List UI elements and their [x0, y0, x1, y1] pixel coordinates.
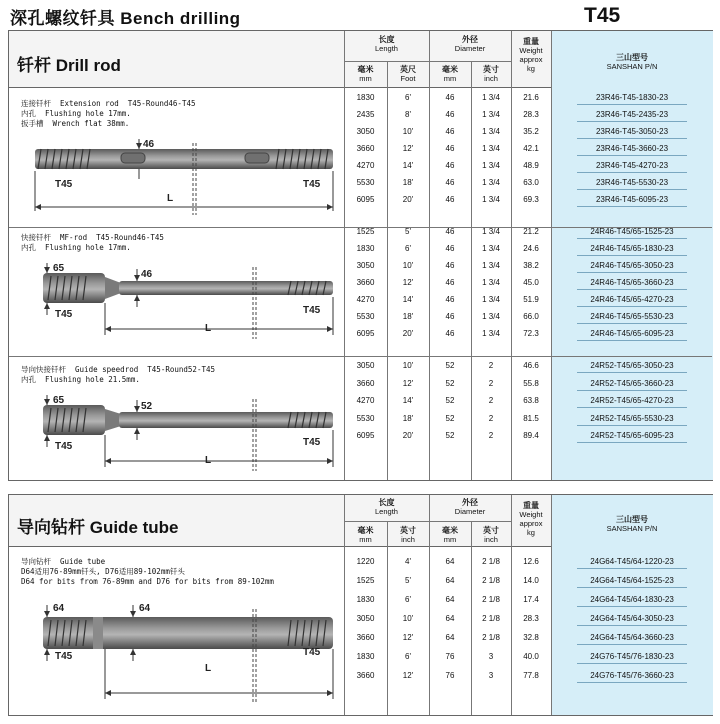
- length-label: L: [205, 663, 212, 674]
- table-cell-dmm: 46: [445, 110, 455, 119]
- table-cell-kg: 42.1: [523, 144, 539, 153]
- table-cell-mm: 1525: [356, 576, 375, 585]
- table-cell-mm: 3050: [356, 127, 375, 136]
- part-number: 24G64-T45/64-1220-23: [590, 557, 674, 566]
- table-cell-mm: 5530: [356, 413, 375, 423]
- table-cell-mm: 3660: [356, 633, 375, 642]
- table-cell-ft: 8': [405, 110, 411, 119]
- table-cell-inch: 1 3/4: [482, 295, 500, 304]
- guide-speedrod-desc: 导向快接钎杆 Guide speedrod T45-Round52-T45 内孔 Flushing hole 21.5mm.: [21, 365, 216, 384]
- table-cell-kg: 89.4: [523, 431, 539, 440]
- table-cell-inch: 2 1/8: [482, 576, 500, 585]
- table-cell-inch: 3: [488, 671, 494, 680]
- table-cell-dmm: 76: [445, 671, 455, 680]
- table-cell-mm: 6095: [356, 329, 375, 338]
- row-divider: [577, 587, 687, 588]
- diameter-header: 外径 Diameter: [454, 35, 486, 53]
- table-cell-dmm: 46: [445, 244, 455, 253]
- table-cell-inch: 1 3/4: [482, 329, 500, 338]
- table-cell-mm: 1830: [356, 595, 375, 604]
- dmm-header: 毫米 mm: [442, 526, 458, 544]
- row-divider: [577, 138, 687, 139]
- pn-header: 三山型号 SANSHAN P/N: [606, 53, 658, 71]
- part-number: 24G64-T45/64-1525-23: [590, 576, 674, 585]
- table-cell-dmm: 52: [445, 396, 455, 405]
- table-cell-kg: 12.6: [523, 557, 539, 566]
- part-number: 24R46-T45/65-4270-23: [590, 295, 674, 304]
- table-cell-kg: 51.9: [523, 295, 539, 304]
- table-cell-inch: 2: [488, 413, 494, 423]
- right-thread-label: T45: [303, 647, 321, 658]
- row-divider: [577, 172, 687, 173]
- table-cell-dmm: 64: [445, 633, 455, 642]
- part-number: 24R52-T45/65-5530-23: [590, 413, 674, 423]
- table-cell-dmm: 46: [445, 127, 455, 136]
- table-cell-mm: 3660: [356, 378, 375, 388]
- table-cell-kg: 48.9: [523, 161, 539, 170]
- extension-rod-desc: 连接钎杆 Extension rod T45-Round46-T45 内孔 Flushing hole 17mm. 扳手槽 Wrench flat 38mm.: [21, 99, 196, 128]
- table-cell-ft: 12': [402, 144, 414, 153]
- guide-tube-table: [8, 494, 713, 716]
- table-cell-ft: 10': [402, 127, 414, 136]
- table-cell-mm: 4270: [356, 295, 375, 304]
- table-cell-dmm: 46: [445, 161, 455, 170]
- table-cell-kg: 28.3: [523, 110, 539, 119]
- table-cell-mm: 1830: [356, 244, 375, 253]
- left-diameter-label: 64: [53, 603, 65, 614]
- table-cell-kg: 32.8: [523, 633, 539, 642]
- length-label: L: [167, 193, 174, 204]
- row-divider: [577, 625, 687, 626]
- guide-tube-desc: 导向钻杆 Guide tube D64适用76-89mm钎头, D76适用89-102mm钎头 D64 for bits from 76-89mm and D76 for bits from 89-102mm: [21, 557, 274, 586]
- length-label: L: [205, 323, 212, 334]
- part-number: 23R46-T45-1830-23: [595, 93, 669, 102]
- table-cell-dmm: 64: [445, 557, 455, 566]
- table-cell-inch: 1 3/4: [482, 312, 500, 321]
- foot-header: 英尺 Foot: [400, 65, 416, 83]
- diameter-header: 外径 Diameter: [454, 498, 486, 516]
- table-cell-inch: 1 3/4: [482, 127, 500, 136]
- table-cell-dmm: 52: [445, 413, 455, 423]
- table-cell-dmm: 46: [445, 329, 455, 338]
- table-cell-kg: 35.2: [523, 127, 539, 136]
- part-number: 23R46-T45-5530-23: [595, 178, 669, 187]
- row-divider: [577, 155, 687, 156]
- table-cell-inch: 1 3/4: [482, 110, 500, 119]
- table-cell-ft: 12': [402, 278, 414, 287]
- table-cell-ft: 14': [402, 161, 414, 170]
- table-cell-mm: 6095: [356, 431, 375, 440]
- mf-rod-drawing: [29, 263, 341, 343]
- part-number: 23R46-T45-3050-23: [595, 127, 669, 136]
- table-cell-kg: 40.0: [523, 652, 539, 661]
- table-cell-ft: 14': [402, 396, 414, 405]
- table-cell-mm: 2435: [356, 110, 375, 119]
- table-cell-ft: 20': [402, 329, 414, 338]
- row-divider: [577, 206, 687, 207]
- table-cell-dmm: 46: [445, 178, 455, 187]
- table-cell-kg: 63.0: [523, 178, 539, 187]
- row-divider: [577, 272, 687, 273]
- inch-header: 英寸 inch: [483, 65, 499, 83]
- table-cell-ft: 4': [405, 557, 411, 566]
- table-cell-ft: 14': [402, 295, 414, 304]
- part-number: 24R46-T45/65-6095-23: [590, 329, 674, 338]
- table-cell-ft: 5': [405, 227, 411, 236]
- table-cell-dmm: 46: [445, 195, 455, 204]
- row-divider: [577, 425, 687, 426]
- mm-header: 毫米 mm: [357, 526, 374, 544]
- table-cell-kg: 21.6: [523, 93, 539, 102]
- right-thread-label: T45: [303, 305, 321, 316]
- table-cell-mm: 5530: [356, 178, 375, 187]
- table-cell-mm: 3660: [356, 278, 375, 287]
- table-cell-ft: 18': [402, 413, 414, 423]
- table-cell-dmm: 76: [445, 652, 455, 661]
- table-cell-ft: 6': [405, 244, 411, 253]
- row-divider: [577, 289, 687, 290]
- table-cell-ft: 20': [402, 195, 414, 204]
- table-cell-dmm: 52: [445, 361, 455, 370]
- table-cell-kg: 46.6: [523, 361, 539, 370]
- table-cell-inch: 1 3/4: [482, 195, 500, 204]
- dmm-header: 毫米 mm: [442, 65, 458, 83]
- part-number: 24G64-T45/64-1830-23: [590, 595, 674, 604]
- table-cell-ft: 12': [402, 633, 414, 642]
- table-cell-ft: 18': [402, 312, 414, 321]
- table-cell-mm: 5530: [356, 312, 375, 321]
- guide-tube-drawing: [29, 603, 341, 711]
- product-code: T45: [584, 4, 621, 27]
- table-cell-dmm: 64: [445, 614, 455, 623]
- row-divider: [577, 606, 687, 607]
- table-cell-inch: 1 3/4: [482, 244, 500, 253]
- table-cell-dmm: 46: [445, 295, 455, 304]
- weight-header: 重量 Weight approx kg: [519, 37, 543, 73]
- table-cell-kg: 45.0: [523, 278, 539, 287]
- table-cell-kg: 81.5: [523, 413, 539, 423]
- table-cell-mm: 4270: [356, 396, 375, 405]
- length-header: 长度 Length: [375, 498, 398, 516]
- table-cell-kg: 14.0: [523, 576, 539, 585]
- table-cell-inch: 1 3/4: [482, 261, 500, 270]
- table-cell-dmm: 46: [445, 93, 455, 102]
- left-thread-label: T45: [55, 309, 73, 320]
- table-cell-mm: 3050: [356, 614, 375, 623]
- table-cell-ft: 6': [405, 652, 411, 661]
- table-cell-ft: 18': [402, 178, 414, 187]
- diameter-label: 46: [143, 139, 155, 150]
- left-thread-label: T45: [55, 179, 73, 190]
- row-divider: [577, 189, 687, 190]
- row-divider: [577, 238, 687, 239]
- part-number: 24R46-T45/65-1525-23: [590, 227, 674, 236]
- row-divider: [577, 442, 687, 443]
- mm-header: 毫米 mm: [357, 65, 374, 83]
- row-divider: [577, 340, 687, 341]
- pn-header: 三山型号 SANSHAN P/N: [606, 515, 658, 533]
- table-cell-dmm: 46: [445, 312, 455, 321]
- table-cell-mm: 1830: [356, 93, 375, 102]
- part-number: 23R46-T45-6095-23: [595, 195, 669, 204]
- table-cell-ft: 10': [402, 361, 414, 370]
- part-number: 23R46-T45-4270-23: [595, 161, 669, 170]
- right-thread-label: T45: [303, 179, 321, 190]
- table-cell-mm: 3050: [356, 261, 375, 270]
- length-label: L: [205, 455, 212, 466]
- table-cell-kg: 55.8: [523, 378, 539, 388]
- table-cell-inch: 2 1/8: [482, 614, 500, 623]
- table-cell-inch: 1 3/4: [482, 144, 500, 153]
- part-number: 24R46-T45/65-1830-23: [590, 244, 674, 253]
- row-divider: [577, 306, 687, 307]
- rod-diameter-label: 52: [141, 401, 153, 412]
- table-cell-inch: 2: [488, 361, 494, 370]
- part-number: 24R46-T45/65-5530-23: [590, 312, 674, 321]
- table-cell-dmm: 46: [445, 144, 455, 153]
- part-number: 24R52-T45/65-4270-23: [590, 396, 674, 405]
- right-diameter-label: 64: [139, 603, 151, 614]
- table-cell-dmm: 46: [445, 227, 455, 236]
- table-cell-dmm: 46: [445, 261, 455, 270]
- drill-rod-table: [8, 30, 713, 481]
- weight-header: 重量 Weight approx kg: [519, 501, 543, 537]
- table-cell-dmm: 52: [445, 378, 455, 388]
- row-divider: [577, 407, 687, 408]
- row-divider: [577, 390, 687, 391]
- part-number: 24R52-T45/65-6095-23: [590, 431, 674, 440]
- table-cell-mm: 1220: [356, 557, 375, 566]
- table-cell-dmm: 52: [445, 431, 455, 440]
- length-header: 长度 Length: [375, 35, 398, 53]
- table-cell-dmm: 64: [445, 576, 455, 585]
- guide-tube-title: 导向钻杆 Guide tube: [17, 518, 179, 537]
- table-cell-ft: 6': [405, 93, 411, 102]
- extension-rod-drawing: [29, 139, 341, 219]
- part-number: 24G76-T45/76-3660-23: [590, 671, 674, 680]
- table-cell-mm: 1830: [356, 652, 375, 661]
- table-cell-ft: 12': [402, 378, 414, 388]
- table-cell-ft: 6': [405, 595, 411, 604]
- table-cell-mm: 3050: [356, 361, 375, 370]
- table-cell-dmm: 46: [445, 278, 455, 287]
- table-cell-kg: 17.4: [523, 595, 539, 604]
- guide-speedrod-drawing: [29, 395, 341, 475]
- row-divider: [577, 568, 687, 569]
- table-cell-inch: 2: [488, 378, 494, 388]
- part-number: 24G64-T45/64-3050-23: [590, 614, 674, 623]
- table-cell-kg: 77.8: [523, 671, 539, 680]
- table-cell-mm: 6095: [356, 195, 375, 204]
- table-cell-mm: 3660: [356, 144, 375, 153]
- part-number: 24R52-T45/65-3050-23: [590, 361, 674, 370]
- row-divider: [577, 682, 687, 683]
- table-cell-dmm: 64: [445, 595, 455, 604]
- table-cell-inch: 2 1/8: [482, 633, 500, 642]
- table-cell-inch: 2: [488, 396, 494, 405]
- table-cell-kg: 38.2: [523, 261, 539, 270]
- table-cell-inch: 1 3/4: [482, 161, 500, 170]
- row-divider: [577, 644, 687, 645]
- row-divider: [577, 663, 687, 664]
- drill-rod-title: 钎杆 Drill rod: [17, 56, 121, 75]
- table-cell-mm: 3660: [356, 671, 375, 680]
- left-thread-label: T45: [55, 651, 73, 662]
- table-cell-kg: 66.0: [523, 312, 539, 321]
- row-divider: [577, 255, 687, 256]
- table-cell-kg: 24.6: [523, 244, 539, 253]
- table-cell-mm: 4270: [356, 161, 375, 170]
- table-cell-kg: 63.8: [523, 396, 539, 405]
- inch-header: 英寸 inch: [483, 526, 499, 544]
- row-divider: [577, 323, 687, 324]
- table-cell-ft: 10': [402, 261, 414, 270]
- table-cell-ft: 10': [402, 614, 414, 623]
- part-number: 24R52-T45/65-3660-23: [590, 378, 674, 388]
- part-number: 24R46-T45/65-3050-23: [590, 261, 674, 270]
- table-cell-kg: 69.3: [523, 195, 539, 204]
- table-cell-inch: 1 3/4: [482, 93, 500, 102]
- part-number: 24R46-T45/65-3660-23: [590, 278, 674, 287]
- page-title: 深孔螺纹钎具 Bench drilling: [10, 9, 241, 28]
- collar-diameter-label: 65: [53, 263, 65, 274]
- inch-length-header: 英寸 inch: [400, 526, 416, 544]
- mf-rod-desc: 快接钎杆 MF-rod T45-Round46-T45 内孔 Flushing hole 17mm.: [21, 233, 164, 252]
- table-cell-inch: 1 3/4: [482, 227, 500, 236]
- table-cell-kg: 72.3: [523, 329, 539, 338]
- collar-diameter-label: 65: [53, 395, 65, 406]
- rod-diameter-label: 46: [141, 269, 153, 280]
- right-thread-label: T45: [303, 437, 321, 448]
- row-divider: [577, 121, 687, 122]
- row-divider: [577, 104, 687, 105]
- table-cell-inch: 2 1/8: [482, 557, 500, 566]
- table-cell-kg: 21.2: [523, 227, 539, 236]
- part-number: 24G76-T45/76-1830-23: [590, 652, 674, 661]
- row-divider: [577, 372, 687, 373]
- table-cell-ft: 20': [402, 431, 414, 440]
- table-cell-inch: 1 3/4: [482, 178, 500, 187]
- left-thread-label: T45: [55, 441, 73, 452]
- table-cell-inch: 3: [488, 652, 494, 661]
- table-cell-kg: 28.3: [523, 614, 539, 623]
- table-cell-mm: 1525: [356, 227, 375, 236]
- part-number: 23R46-T45-2435-23: [595, 110, 669, 119]
- part-number: 23R46-T45-3660-23: [595, 144, 669, 153]
- table-cell-inch: 2: [488, 431, 494, 440]
- part-number: 24G64-T45/64-3660-23: [590, 633, 674, 642]
- table-cell-ft: 12': [402, 671, 414, 680]
- table-cell-ft: 5': [405, 576, 411, 585]
- table-cell-inch: 2 1/8: [482, 595, 500, 604]
- table-cell-inch: 1 3/4: [482, 278, 500, 287]
